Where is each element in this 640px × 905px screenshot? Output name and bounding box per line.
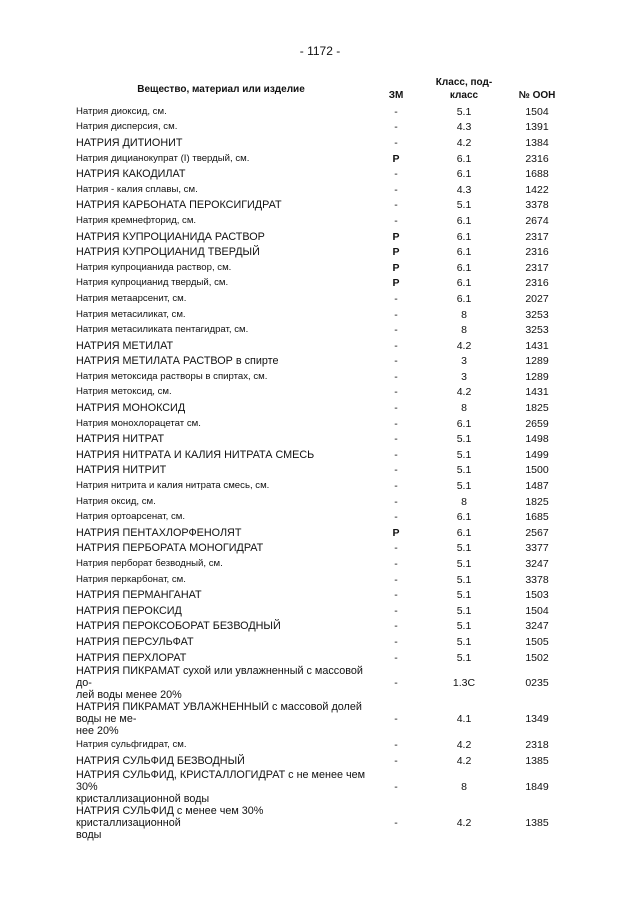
un-number-cell: 1504 (525, 105, 549, 118)
substance-name: НАТРИЯ СУЛЬФИД с менее чем 30% кристаллизационной воды (76, 804, 264, 841)
table-row (76, 634, 572, 650)
un-number-cell: 1431 (525, 386, 549, 399)
zm-cell: - (394, 370, 398, 383)
substance-name: НАТРИЯ ПЕРОКСОБОРАТ БЕЗВОДНЫЙ (76, 620, 281, 633)
substance-name: Натрия диоксид, см. (76, 105, 167, 117)
zm-cell: P (392, 277, 400, 290)
substance-name: НАТРИЯ ПИКРАМАТ УВЛАЖНЕННЫЙ с массовой долей воды не ме- нее 20% (76, 701, 362, 738)
un-number-cell: 3378 (525, 573, 549, 586)
un-number-cell: 1431 (525, 339, 549, 352)
class-cell: 5.1 (456, 433, 472, 446)
substance-name: НАТРИЯ НИТРАТ (76, 433, 165, 446)
table-row (76, 603, 572, 619)
substance-name: НАТРИЯ ПЕНТАХЛОРФЕНОЛЯТ (76, 526, 242, 539)
un-number-cell: 1503 (525, 589, 549, 602)
zm-cell: - (394, 433, 398, 446)
class-cell: 4.2 (456, 816, 472, 829)
header-class: Класс, под- класс (435, 77, 493, 101)
un-number-cell: 2659 (525, 417, 549, 430)
zm-cell: - (394, 386, 398, 399)
zm-cell: - (394, 339, 398, 352)
zm-cell: P (392, 261, 400, 274)
un-number-cell: 3378 (525, 199, 549, 212)
zm-cell: - (394, 589, 398, 602)
un-number-cell: 1385 (525, 816, 549, 829)
table-row (76, 151, 572, 167)
zm-cell: P (392, 152, 400, 165)
table-row (76, 701, 572, 737)
table-row (76, 354, 572, 370)
table-row (76, 525, 572, 541)
table-row (76, 447, 572, 463)
class-cell: 4.3 (456, 183, 472, 196)
un-number-cell: 1825 (525, 402, 549, 415)
class-cell: 6.1 (456, 152, 472, 165)
table-row (76, 650, 572, 666)
zm-cell: - (394, 136, 398, 149)
un-number-cell: 1849 (525, 780, 549, 793)
zm-cell: - (394, 308, 398, 321)
class-cell: 4.1 (456, 713, 472, 726)
substance-name: Натрия кремнефторид, см. (76, 214, 197, 226)
table-row (76, 805, 572, 841)
table-row (76, 322, 572, 338)
un-number-cell: 1422 (525, 183, 549, 196)
page-number: - 1172 - (299, 44, 341, 58)
zm-cell: - (394, 417, 398, 430)
table-row (76, 338, 572, 354)
un-number-cell: 1289 (525, 355, 549, 368)
table-row (76, 463, 572, 479)
zm-cell: P (392, 246, 400, 259)
class-cell: 8 (461, 495, 467, 508)
table-row (76, 769, 572, 805)
un-number-cell: 0235 (525, 677, 549, 690)
class-cell: 5.1 (456, 480, 472, 493)
class-cell: 4.2 (456, 739, 472, 752)
substance-name: Натрия дисперсия, см. (76, 121, 178, 133)
zm-cell: - (394, 754, 398, 767)
zm-cell: P (392, 230, 400, 243)
class-cell: 5.1 (456, 589, 472, 602)
substance-name: НАТРИЯ МЕТИЛАТ (76, 339, 174, 352)
zm-cell: - (394, 355, 398, 368)
substance-name: Натрия оксид, см. (76, 495, 156, 507)
class-cell: 5.1 (456, 604, 472, 617)
un-number-cell: 1504 (525, 604, 549, 617)
zm-cell: P (392, 526, 400, 539)
un-number-cell: 2567 (525, 526, 549, 539)
table-row (76, 619, 572, 635)
un-number-cell: 3377 (525, 542, 549, 555)
class-cell: 3 (461, 370, 467, 383)
table-row (76, 431, 572, 447)
substance-name: НАТРИЯ МЕТИЛАТА РАСТВОР в спирте (76, 355, 279, 368)
class-cell: 6.1 (456, 292, 472, 305)
table-row (76, 400, 572, 416)
table-row (76, 229, 572, 245)
table-row (76, 120, 572, 136)
un-number-cell: 2318 (525, 739, 549, 752)
class-cell: 6.1 (456, 168, 472, 181)
substance-name: НАТРИЯ ДИТИОНИТ (76, 136, 183, 149)
zm-cell: - (394, 542, 398, 555)
zm-cell: - (394, 199, 398, 212)
table-row (76, 665, 572, 701)
substance-name: НАТРИЯ ПЕРБОРАТА МОНОГИДРАТ (76, 542, 264, 555)
zm-cell: - (394, 558, 398, 571)
class-cell: 4.2 (456, 136, 472, 149)
class-cell: 6.1 (456, 214, 472, 227)
un-number-cell: 1289 (525, 370, 549, 383)
zm-cell: - (394, 480, 398, 493)
class-cell: 6.1 (456, 526, 472, 539)
substance-name: Натрия перборат безводный, см. (76, 558, 223, 570)
table-row (76, 737, 572, 753)
substance-name: НАТРИЯ СУЛЬФИД БЕЗВОДНЫЙ (76, 754, 245, 767)
substance-name: НАТРИЯ КАКОДИЛАТ (76, 168, 186, 181)
zm-cell: - (394, 816, 398, 829)
zm-cell: - (394, 620, 398, 633)
un-number-cell: 2316 (525, 246, 549, 259)
substance-name: НАТРИЯ ПЕРХЛОРАТ (76, 651, 187, 664)
table-row (76, 166, 572, 182)
zm-cell: - (394, 604, 398, 617)
substance-name: Натрия дицианокупрат (I) твердый, см. (76, 152, 250, 164)
un-number-cell: 1502 (525, 651, 549, 664)
zm-cell: - (394, 495, 398, 508)
class-cell: 4.2 (456, 386, 472, 399)
table-row (76, 416, 572, 432)
substance-name: Натрия нитрита и калия нитрата смесь, см. (76, 480, 270, 492)
table-row (76, 213, 572, 229)
class-cell: 8 (461, 324, 467, 337)
substance-name: НАТРИЯ КУПРОЦИАНИД ТВЕРДЫЙ (76, 246, 260, 259)
header-substance: Вещество, материал или изделие (137, 83, 305, 95)
table-row (76, 307, 572, 323)
un-number-cell: 2317 (525, 230, 549, 243)
header-zm: ЗМ (388, 89, 404, 101)
class-cell: 6.1 (456, 511, 472, 524)
class-cell: 8 (461, 308, 467, 321)
zm-cell: - (394, 214, 398, 227)
un-number-cell: 1825 (525, 495, 549, 508)
un-number-cell: 1505 (525, 635, 549, 648)
un-number-cell: 3253 (525, 324, 549, 337)
un-number-cell: 1384 (525, 136, 549, 149)
zm-cell: - (394, 651, 398, 664)
un-number-cell: 1487 (525, 480, 549, 493)
substance-name: Натрия сульфгидрат, см. (76, 739, 187, 751)
class-cell: 5.1 (456, 105, 472, 118)
table-row (76, 478, 572, 494)
class-cell: 5.1 (456, 464, 472, 477)
class-cell: 5.1 (456, 199, 472, 212)
substance-name: НАТРИЯ ПИКРАМАТ сухой или увлажненный с массовой до- лей воды менее 20% (76, 665, 363, 702)
substance-name: НАТРИЯ КУПРОЦИАНИДА РАСТВОР (76, 230, 265, 243)
table-row (76, 135, 572, 151)
zm-cell: - (394, 168, 398, 181)
un-number-cell: 1349 (525, 713, 549, 726)
class-cell: 6.1 (456, 230, 472, 243)
class-cell: 5.1 (456, 573, 472, 586)
class-cell: 5.1 (456, 558, 472, 571)
table-row (76, 509, 572, 525)
table-row (76, 291, 572, 307)
un-number-cell: 1499 (525, 448, 549, 461)
class-cell: 1.3C (452, 677, 476, 690)
zm-cell: - (394, 780, 398, 793)
un-number-cell: 2674 (525, 214, 549, 227)
zm-cell: - (394, 324, 398, 337)
class-cell: 5.1 (456, 651, 472, 664)
substance-name: Натрия купроцианид твердый, см. (76, 277, 229, 289)
class-cell: 3 (461, 355, 467, 368)
zm-cell: - (394, 105, 398, 118)
substance-name: Натрия метасиликат, см. (76, 308, 186, 320)
un-number-cell: 3247 (525, 558, 549, 571)
class-cell: 4.3 (456, 121, 472, 134)
un-number-cell: 1685 (525, 511, 549, 524)
un-number-cell: 2317 (525, 261, 549, 274)
substance-name: НАТРИЯ НИТРАТА И КАЛИЯ НИТРАТА СМЕСЬ (76, 448, 315, 461)
class-cell: 6.1 (456, 246, 472, 259)
table-row (76, 494, 572, 510)
substance-name: НАТРИЯ ПЕРСУЛЬФАТ (76, 635, 194, 648)
substance-name: Натрия метоксид, см. (76, 386, 172, 398)
un-number-cell: 3253 (525, 308, 549, 321)
substance-name: НАТРИЯ НИТРИТ (76, 464, 167, 477)
class-cell: 6.1 (456, 417, 472, 430)
table-row (76, 244, 572, 260)
zm-cell: - (394, 183, 398, 196)
table-row (76, 198, 572, 214)
table-header-row (76, 74, 572, 104)
un-number-cell: 1385 (525, 754, 549, 767)
zm-cell: - (394, 677, 398, 690)
zm-cell: - (394, 464, 398, 477)
class-cell: 4.2 (456, 339, 472, 352)
substance-name: Натрия метаарсенит, см. (76, 292, 187, 304)
table-row (76, 260, 572, 276)
substance-name: Натрия монохлорацетат см. (76, 417, 201, 429)
zm-cell: - (394, 448, 398, 461)
zm-cell: - (394, 713, 398, 726)
un-number-cell: 2316 (525, 152, 549, 165)
zm-cell: - (394, 292, 398, 305)
class-cell: 6.1 (456, 261, 472, 274)
zm-cell: - (394, 402, 398, 415)
un-number-cell: 1391 (525, 121, 549, 134)
substance-name: НАТРИЯ ПЕРОКСИД (76, 604, 182, 617)
substance-name: НАТРИЯ КАРБОНАТА ПЕРОКСИГИДРАТ (76, 199, 282, 212)
table-row (76, 182, 572, 198)
substance-name: Натрия метоксида растворы в спиртах, см. (76, 370, 268, 382)
table-row (76, 572, 572, 588)
zm-cell: - (394, 121, 398, 134)
substance-name: Натрия перкарбонат, см. (76, 573, 186, 585)
table-row (76, 587, 572, 603)
zm-cell: - (394, 511, 398, 524)
class-cell: 5.1 (456, 542, 472, 555)
substance-name: НАТРИЯ МОНОКСИД (76, 402, 186, 415)
table-row (76, 369, 572, 385)
un-number-cell: 1498 (525, 433, 549, 446)
un-number-cell: 2316 (525, 277, 549, 290)
class-cell: 4.2 (456, 754, 472, 767)
un-number-cell: 3247 (525, 620, 549, 633)
table-row (76, 753, 572, 769)
table-row (76, 104, 572, 120)
class-cell: 8 (461, 402, 467, 415)
substance-name: Натрия ортоарсенат, см. (76, 511, 186, 523)
substance-name: Натрия - калия сплавы, см. (76, 183, 198, 195)
class-cell: 5.1 (456, 620, 472, 633)
table-row (76, 385, 572, 401)
table-row (76, 541, 572, 557)
un-number-cell: 1688 (525, 168, 549, 181)
un-number-cell: 1500 (525, 464, 549, 477)
class-cell: 8 (461, 780, 467, 793)
substance-name: НАТРИЯ СУЛЬФИД, КРИСТАЛЛОГИДРАТ с не менее чем 30% кристаллизационной воды (76, 768, 366, 805)
substances-table (76, 74, 572, 841)
substance-name: Натрия купроцианида раствор, см. (76, 261, 232, 273)
zm-cell: - (394, 739, 398, 752)
class-cell: 5.1 (456, 448, 472, 461)
class-cell: 5.1 (456, 635, 472, 648)
zm-cell: - (394, 573, 398, 586)
substance-name: Натрия метасиликата пентагидрат, см. (76, 324, 249, 336)
table-row (76, 276, 572, 292)
table-row (76, 556, 572, 572)
zm-cell: - (394, 635, 398, 648)
class-cell: 6.1 (456, 277, 472, 290)
substance-name: НАТРИЯ ПЕРМАНГАНАТ (76, 589, 202, 602)
un-number-cell: 2027 (525, 292, 549, 305)
header-un-number: № ООН (518, 89, 556, 101)
